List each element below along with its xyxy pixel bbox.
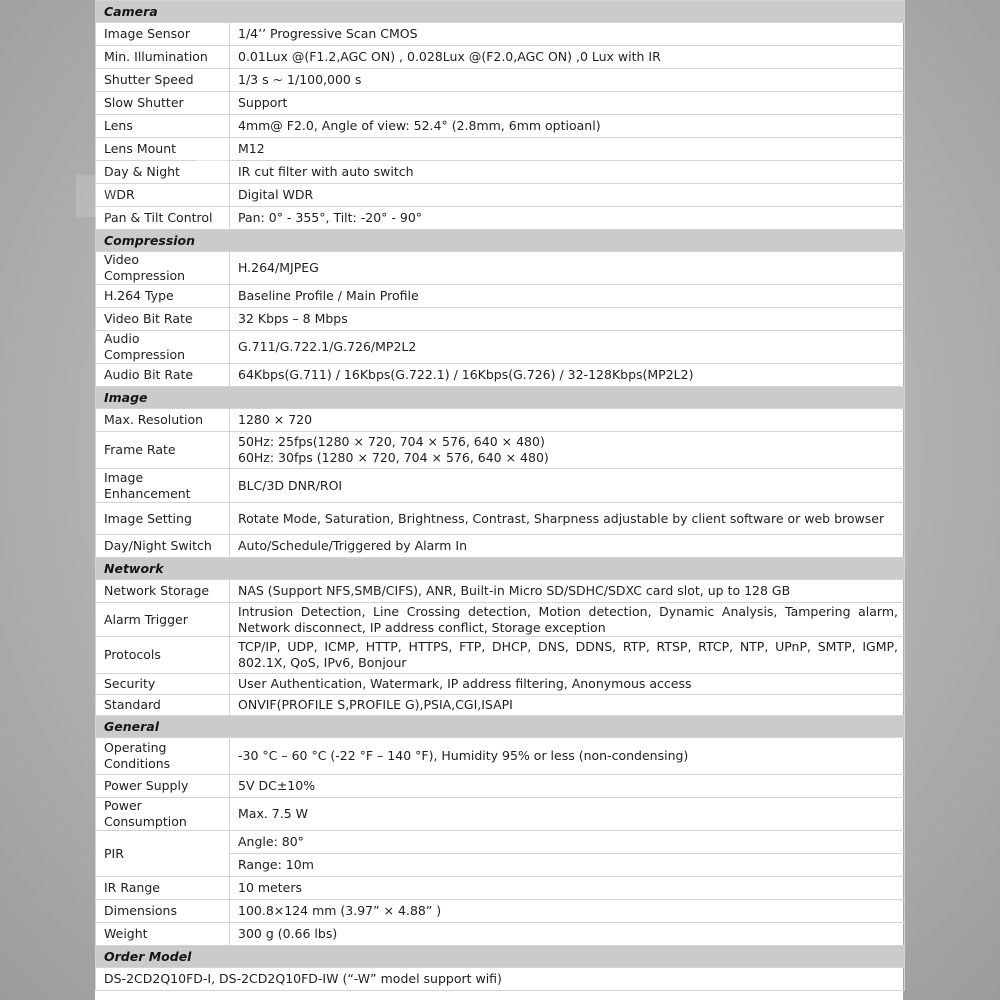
- section-header-network: [96, 558, 905, 580]
- spec-value: H.264/MJPEG: [230, 252, 905, 285]
- spec-row-wdr: [96, 184, 905, 207]
- spec-value: 10 meters: [230, 877, 905, 900]
- spec-value: TCP/IP, UDP, ICMP, HTTP, HTTPS, FTP, DHCP, DNS, DDNS, RTP, RTSP, RTCP, NTP, UPnP, SMTP, IGMP, 802.1X, QoS, IPv6, Bonjour: [230, 637, 905, 674]
- spec-label: Alarm Trigger: [96, 603, 230, 637]
- spec-row-h264-type: [96, 285, 905, 308]
- spec-label: Standard: [96, 695, 230, 716]
- spec-row-image-sensor: [96, 23, 905, 46]
- spec-label: Image Enhancement: [96, 469, 230, 503]
- spec-label: Day/Night Switch: [96, 535, 230, 558]
- frame-rate-50hz: 50Hz: 25fps(1280 × 720, 704 × 576, 640 × 480): [238, 434, 545, 449]
- spec-label: Dimensions: [96, 900, 230, 923]
- section-title: Order Model: [96, 946, 905, 968]
- spec-label: Image Setting: [96, 503, 230, 535]
- spec-row-security: [96, 674, 905, 695]
- glare-patch: [76, 175, 116, 217]
- spec-label: Video Compression: [96, 252, 230, 285]
- spec-label: Operating Conditions: [96, 738, 230, 775]
- spec-label: Frame Rate: [96, 432, 230, 469]
- spec-label: Security: [96, 674, 230, 695]
- spec-row-audio-compression: [96, 331, 905, 364]
- order-model-value: DS-2CD2Q10FD-I, DS-2CD2Q10FD-IW (“-W” model support wifi): [96, 968, 905, 991]
- spec-value: G.711/G.722.1/G.726/MP2L2: [230, 331, 905, 364]
- spec-value: User Authentication, Watermark, IP address filtering, Anonymous access: [230, 674, 905, 695]
- spec-label: Shutter Speed: [96, 69, 230, 92]
- spec-row-order-model: [96, 968, 905, 991]
- spec-label: PIR: [96, 831, 230, 877]
- spec-row-day-night-switch: [96, 535, 905, 558]
- spec-label: Max. Resolution: [96, 409, 230, 432]
- spec-label: IR Range: [96, 877, 230, 900]
- section-title: General: [96, 716, 905, 738]
- spec-value: 32 Kbps – 8 Mbps: [230, 308, 905, 331]
- spec-value: 5V DC±10%: [230, 775, 905, 798]
- spec-label: Slow Shutter: [96, 92, 230, 115]
- spec-value-pir-angle: Angle: 80°: [230, 831, 905, 854]
- spec-label: Min. Illumination: [96, 46, 230, 69]
- spec-row-pir: [96, 831, 905, 854]
- spec-value: ONVIF(PROFILE S,PROFILE G),PSIA,CGI,ISAPI: [230, 695, 905, 716]
- spec-row-slow-shutter: [96, 92, 905, 115]
- section-header-image: [96, 387, 905, 409]
- spec-row-dimensions: [96, 900, 905, 923]
- spec-label: Video Bit Rate: [96, 308, 230, 331]
- spec-label: Image Sensor: [96, 23, 230, 46]
- spec-value: Intrusion Detection, Line Crossing detection, Motion detection, Dynamic Analysis, Tampering alarm, Network disconnect, IP address conflict, Storage exception: [230, 603, 905, 637]
- section-title: Compression: [96, 230, 905, 252]
- spec-value: 100.8×124 mm (3.97” × 4.88” ): [230, 900, 905, 923]
- spec-value: Auto/Schedule/Triggered by Alarm In: [230, 535, 905, 558]
- section-header-general: [96, 716, 905, 738]
- spec-label: H.264 Type: [96, 285, 230, 308]
- spec-value: 0.01Lux @(F1.2,AGC ON) , 0.028Lux @(F2.0,AGC ON) ,0 Lux with IR: [230, 46, 905, 69]
- spec-label: Audio Compression: [96, 331, 230, 364]
- section-header-order-model: [96, 946, 905, 968]
- spec-label: Power Consumption: [96, 798, 230, 831]
- glare-patch: [196, 138, 228, 166]
- spec-value: NAS (Support NFS,SMB/CIFS), ANR, Built-in Micro SD/SDHC/SDXC card slot, up to 128 GB: [230, 580, 905, 603]
- spec-value: 1280 × 720: [230, 409, 905, 432]
- spec-row-pan-tilt-control: [96, 207, 905, 230]
- spec-row-ir-range: [96, 877, 905, 900]
- spec-value: [230, 432, 905, 469]
- spec-label: Lens: [96, 115, 230, 138]
- spec-row-weight: [96, 923, 905, 946]
- spec-row-max-resolution: [96, 409, 905, 432]
- spec-row-power-consumption: [96, 798, 905, 831]
- frame-rate-60hz: 60Hz: 30fps (1280 × 720, 704 × 576, 640 × 480): [238, 450, 549, 465]
- section-header-camera: [96, 1, 905, 23]
- spec-label: Weight: [96, 923, 230, 946]
- spec-value: 4mm@ F2.0, Angle of view: 52.4° (2.8mm, 6mm optioanl): [230, 115, 905, 138]
- spec-row-lens: [96, 115, 905, 138]
- spec-label: Power Supply: [96, 775, 230, 798]
- spec-value: Pan: 0° - 355°, Tilt: -20° - 90°: [230, 207, 905, 230]
- spec-row-power-supply: [96, 775, 905, 798]
- spec-row-standard: [96, 695, 905, 716]
- spec-row-image-enhancement: [96, 469, 905, 503]
- spec-row-shutter-speed: [96, 69, 905, 92]
- spec-label: Day & Night: [96, 161, 230, 184]
- spec-row-network-storage: [96, 580, 905, 603]
- spec-value: Max. 7.5 W: [230, 798, 905, 831]
- spec-row-protocols: [96, 637, 905, 674]
- spec-row-video-bit-rate: [96, 308, 905, 331]
- spec-row-image-setting: [96, 503, 905, 535]
- spec-label: Protocols: [96, 637, 230, 674]
- spec-value: 1/4’’ Progressive Scan CMOS: [230, 23, 905, 46]
- spec-value: IR cut filter with auto switch: [230, 161, 905, 184]
- spec-value: Baseline Profile / Main Profile: [230, 285, 905, 308]
- spec-label: Network Storage: [96, 580, 230, 603]
- spec-value: Rotate Mode, Saturation, Brightness, Contrast, Sharpness adjustable by client software or web browser: [230, 503, 905, 535]
- spec-value: 64Kbps(G.711) / 16Kbps(G.722.1) / 16Kbps(G.726) / 32-128Kbps(MP2L2): [230, 364, 905, 387]
- spec-value: 300 g (0.66 lbs): [230, 923, 905, 946]
- spec-label: Pan & Tilt Control: [96, 207, 230, 230]
- spec-row-min-illumination: [96, 46, 905, 69]
- spec-label: Lens Mount: [96, 138, 230, 161]
- spec-value: Support: [230, 92, 905, 115]
- spec-label: Audio Bit Rate: [96, 364, 230, 387]
- spec-row-frame-rate: [96, 432, 905, 469]
- spec-row-operating-conditions: [96, 738, 905, 775]
- spec-row-audio-bit-rate: [96, 364, 905, 387]
- section-header-compression: [96, 230, 905, 252]
- spec-value: 1/3 s ~ 1/100,000 s: [230, 69, 905, 92]
- section-title: Camera: [96, 1, 905, 23]
- spec-value: -30 °C – 60 °C (-22 °F – 140 °F), Humidity 95% or less (non-condensing): [230, 738, 905, 775]
- spec-row-video-compression: [96, 252, 905, 285]
- spec-value: M12: [230, 138, 905, 161]
- spec-value: Digital WDR: [230, 184, 905, 207]
- section-title: Image: [96, 387, 905, 409]
- spec-value-pir-range: Range: 10m: [230, 854, 905, 877]
- spec-row-alarm-trigger: [96, 603, 905, 637]
- spec-value: BLC/3D DNR/ROI: [230, 469, 905, 503]
- section-title: Network: [96, 558, 905, 580]
- spec-label: WDR: [96, 184, 230, 207]
